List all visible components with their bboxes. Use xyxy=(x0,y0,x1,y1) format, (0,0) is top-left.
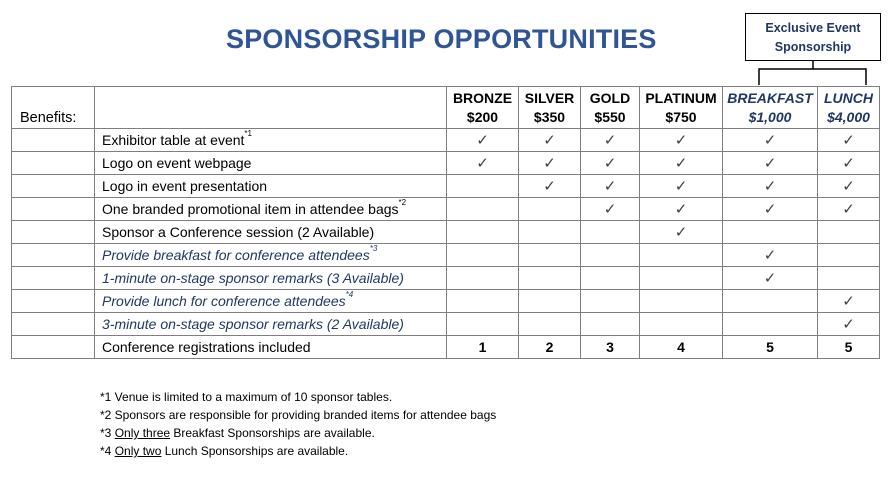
tier-name: PLATINUM xyxy=(645,89,717,106)
tier-cell xyxy=(818,175,880,198)
benefit-label xyxy=(95,129,447,152)
tier-cell xyxy=(447,244,519,267)
registrations-count: 5 xyxy=(723,336,818,359)
benefit-label xyxy=(95,290,447,313)
check-icon: ✓ xyxy=(842,132,855,149)
tier-cell xyxy=(581,221,640,244)
benefit-text: Logo on event webpage xyxy=(102,155,252,171)
tier-cell xyxy=(640,313,723,336)
footnote-3-text: Breakfast Sponsorships are available. xyxy=(170,426,375,440)
table-row xyxy=(12,290,880,313)
benefit-text: 1-minute on-stage sponsor remarks (3 Available) xyxy=(102,270,404,286)
tier-price: $1,000 xyxy=(748,108,792,125)
tier-cell xyxy=(723,267,818,290)
tier-cell xyxy=(519,290,581,313)
tier-cell xyxy=(818,244,880,267)
row-blank-cell xyxy=(12,313,95,336)
tier-cell xyxy=(519,313,581,336)
check-icon: ✓ xyxy=(842,316,855,333)
registrations-count: 5 xyxy=(818,336,880,359)
row-blank-cell xyxy=(12,129,95,152)
tier-cell xyxy=(519,152,581,175)
check-icon: ✓ xyxy=(842,178,855,195)
row-blank-cell xyxy=(12,152,95,175)
tier-cell xyxy=(640,175,723,198)
column-header-bronze xyxy=(447,87,519,129)
sponsorship-table xyxy=(11,86,880,359)
tier-cell xyxy=(723,244,818,267)
column-header-gold xyxy=(581,87,640,129)
row-blank-cell xyxy=(12,175,95,198)
tier-cell xyxy=(519,175,581,198)
tier-name: BREAKFAST xyxy=(727,89,813,106)
check-icon: ✓ xyxy=(543,132,556,149)
check-icon: ✓ xyxy=(674,201,688,218)
tier-cell xyxy=(640,198,723,221)
tier-cell xyxy=(723,290,818,313)
tier-cell xyxy=(581,313,640,336)
check-icon: ✓ xyxy=(603,201,617,218)
benefit-label xyxy=(95,198,447,221)
check-icon: ✓ xyxy=(763,201,777,218)
benefit-label xyxy=(95,152,447,175)
benefit-text: Provide breakfast for conference attendees xyxy=(102,247,370,263)
check-icon: ✓ xyxy=(603,178,617,195)
benefit-text: Logo in event presentation xyxy=(102,178,268,194)
tier-cell xyxy=(581,244,640,267)
check-icon: ✓ xyxy=(842,155,855,172)
tier-cell xyxy=(519,244,581,267)
registrations-count: 3 xyxy=(581,336,640,359)
column-header-platinum xyxy=(640,87,723,129)
tier-cell xyxy=(640,152,723,175)
exclusive-box-line1: Exclusive Event xyxy=(765,21,861,35)
tier-cell xyxy=(447,198,519,221)
tier-cell xyxy=(519,267,581,290)
registrations-row xyxy=(12,336,880,359)
tier-cell xyxy=(519,129,581,152)
exclusive-box-line2: Sponsorship xyxy=(774,40,852,54)
tier-name: LUNCH xyxy=(824,89,873,106)
tier-price: $350 xyxy=(533,108,566,125)
row-blank-cell xyxy=(12,336,95,359)
check-icon: ✓ xyxy=(763,178,777,195)
benefit-text: 3-minute on-stage sponsor remarks (2 Available) xyxy=(102,316,404,332)
check-icon: ✓ xyxy=(476,155,489,172)
footnote-3-prefix: *3 xyxy=(100,426,115,440)
table-row xyxy=(12,313,880,336)
footnote-3-underlined: Only three xyxy=(114,426,171,440)
tier-cell xyxy=(640,129,723,152)
row-blank-cell xyxy=(12,244,95,267)
tier-cell xyxy=(581,175,640,198)
column-header-breakfast xyxy=(723,87,818,129)
benefit-label xyxy=(95,244,447,267)
tier-cell xyxy=(818,313,880,336)
tier-cell xyxy=(581,290,640,313)
exclusive-bracket xyxy=(758,60,868,86)
check-icon: ✓ xyxy=(674,178,688,195)
tier-cell xyxy=(581,152,640,175)
footnotes xyxy=(100,388,500,460)
tier-cell xyxy=(447,290,519,313)
check-icon: ✓ xyxy=(543,178,556,195)
tier-price: $4,000 xyxy=(827,108,870,125)
table-row xyxy=(12,129,880,152)
page-title: SPONSORSHIP OPPORTUNITIES xyxy=(226,24,657,54)
check-icon: ✓ xyxy=(763,155,777,172)
tier-cell xyxy=(581,267,640,290)
tier-cell xyxy=(640,244,723,267)
benefit-text: Provide lunch for conference attendees xyxy=(102,293,346,309)
check-icon: ✓ xyxy=(674,132,688,149)
table-row xyxy=(12,221,880,244)
tier-cell xyxy=(519,198,581,221)
tier-cell xyxy=(818,290,880,313)
row-blank-cell xyxy=(12,198,95,221)
check-icon: ✓ xyxy=(603,155,617,172)
benefit-label xyxy=(95,221,447,244)
benefit-text: One branded promotional item in attendee bags xyxy=(102,201,399,217)
table-row xyxy=(12,152,880,175)
tier-cell xyxy=(447,221,519,244)
benefit-text: Exhibitor table at event xyxy=(102,132,245,148)
tier-cell xyxy=(723,221,818,244)
tier-cell xyxy=(723,175,818,198)
column-header-silver xyxy=(519,87,581,129)
tier-cell xyxy=(818,267,880,290)
row-blank-cell xyxy=(12,221,95,244)
table-row xyxy=(12,175,880,198)
tier-price: $200 xyxy=(466,108,499,125)
check-icon: ✓ xyxy=(674,155,688,172)
tier-cell xyxy=(723,129,818,152)
tier-cell xyxy=(640,221,723,244)
registrations-label: Conference registrations included xyxy=(95,336,447,359)
footnote-2: *2 Sponsors are responsible for providing branded items for attendee bags xyxy=(100,408,497,422)
registrations-count: 2 xyxy=(519,336,581,359)
benefit-label xyxy=(95,313,447,336)
benefit-text: Sponsor a Conference session (2 Available) xyxy=(102,224,375,240)
tier-cell xyxy=(818,129,880,152)
tier-price: $750 xyxy=(665,108,697,125)
footnote-ref: *1 xyxy=(244,129,252,138)
tier-cell xyxy=(447,267,519,290)
table-row xyxy=(12,267,880,290)
tier-cell xyxy=(447,313,519,336)
tier-cell xyxy=(581,198,640,221)
tier-cell xyxy=(640,267,723,290)
row-blank-cell xyxy=(12,290,95,313)
tier-name: SILVER xyxy=(524,89,575,106)
check-icon: ✓ xyxy=(842,201,855,218)
footnote-3 xyxy=(100,424,500,442)
tier-name: BRONZE xyxy=(452,89,513,106)
tier-cell xyxy=(723,152,818,175)
exclusive-sponsorship-box xyxy=(745,13,881,61)
tier-cell xyxy=(447,175,519,198)
check-icon: ✓ xyxy=(763,132,777,149)
footnote-ref: *2 xyxy=(398,198,407,207)
footnote-1: *1 Venue is limited to a maximum of 10 sponsor tables. xyxy=(100,390,393,404)
tier-name: GOLD xyxy=(589,89,631,106)
check-icon: ✓ xyxy=(543,155,556,172)
header-row xyxy=(12,87,880,129)
footnote-4-prefix: *4 xyxy=(100,444,115,458)
tier-cell xyxy=(447,129,519,152)
tier-price: $550 xyxy=(594,108,626,125)
registrations-count: 4 xyxy=(640,336,723,359)
tier-cell xyxy=(723,313,818,336)
footnote-ref: *4 xyxy=(345,290,354,299)
check-icon: ✓ xyxy=(476,132,489,149)
benefits-label: Benefits: xyxy=(12,87,95,129)
footnote-4 xyxy=(100,442,500,460)
registrations-count: 1 xyxy=(447,336,519,359)
header-blank-cell xyxy=(95,87,447,129)
footnote-ref: *3 xyxy=(369,244,378,253)
check-icon: ✓ xyxy=(763,247,777,264)
table-row xyxy=(12,198,880,221)
benefit-label xyxy=(95,175,447,198)
footnote-4-underlined: Only two xyxy=(114,444,162,458)
column-header-lunch xyxy=(818,87,880,129)
benefit-label xyxy=(95,267,447,290)
tier-cell xyxy=(447,152,519,175)
tier-cell xyxy=(818,198,880,221)
check-icon: ✓ xyxy=(842,293,855,310)
tier-cell xyxy=(581,129,640,152)
tier-cell xyxy=(818,221,880,244)
check-icon: ✓ xyxy=(763,270,777,287)
row-blank-cell xyxy=(12,267,95,290)
tier-cell xyxy=(723,198,818,221)
tier-cell xyxy=(519,221,581,244)
check-icon: ✓ xyxy=(674,224,688,241)
tier-cell xyxy=(640,290,723,313)
tier-cell xyxy=(818,152,880,175)
footnote-4-text: Lunch Sponsorships are available. xyxy=(161,444,349,458)
check-icon: ✓ xyxy=(603,132,617,149)
table-row xyxy=(12,244,880,267)
